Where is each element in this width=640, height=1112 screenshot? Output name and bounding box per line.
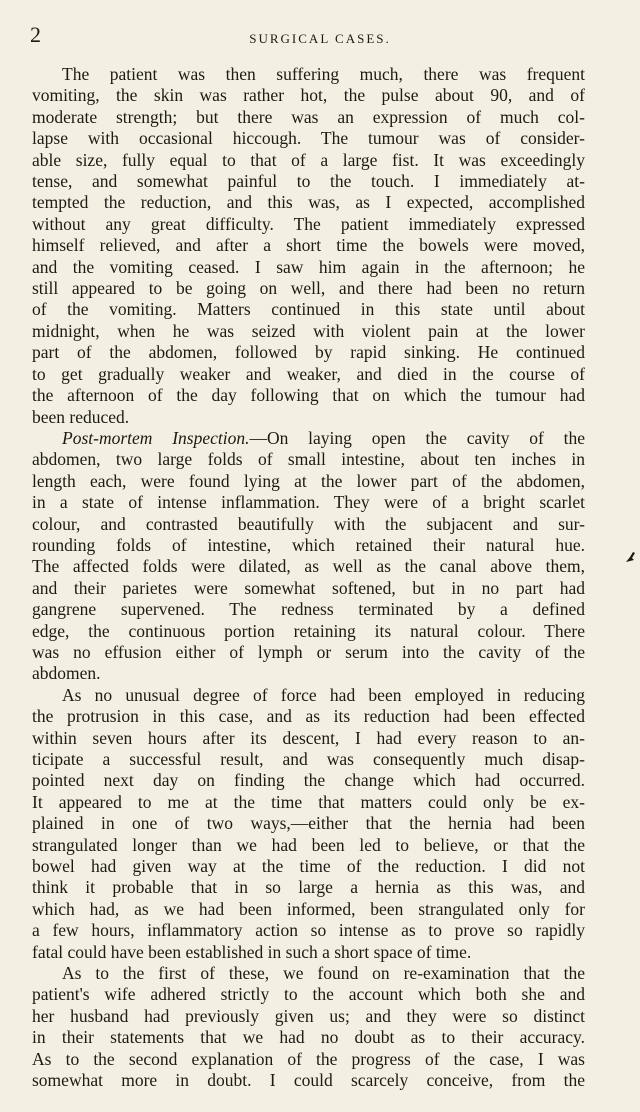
paragraph (32, 685, 585, 963)
text-line: pointed next day on finding the change which had occurred. (32, 770, 585, 791)
text-line: which had, as we had been informed, been strangulated only for (32, 898, 585, 919)
text-line: himself relieved, and after a short time the bowels were moved, (32, 235, 585, 256)
text-line: and the vomiting ceased. I saw him again in the afternoon; he (32, 256, 585, 277)
text-line: still appeared to be going on well, and there had been no return (32, 278, 585, 299)
text-line: part of the abdomen, followed by rapid sinking. He continued (32, 342, 585, 363)
text-line: without any great difficulty. The patient immediately expressed (32, 213, 585, 234)
text-line: bowel had given way at the time of the reduction. I did not (32, 856, 585, 877)
paragraph (32, 963, 585, 1091)
text-line: strangulated longer than we had been led to believe, or that the (32, 834, 585, 855)
text-line (32, 428, 585, 449)
text-line: length each, were found lying at the lower part of the abdomen, (32, 470, 585, 491)
text-line: and their parietes were somewhat softened, but in no part had (32, 577, 585, 598)
text-line: patient's wife adhered strictly to the account which both she and (32, 984, 585, 1005)
running-head: SURGICAL CASES. (249, 31, 391, 46)
text-line: think it probable that in so large a hernia as this was, and (32, 877, 585, 898)
text-line: tempted the reduction, and this was, as I expected, accomplished (32, 192, 585, 213)
text-line: abdomen. (32, 663, 101, 684)
text-line: moderate strength; but there was an expression of much col- (32, 106, 585, 127)
text-line: fatal could have been established in such a short space of time. (32, 941, 472, 962)
text-line: edge, the continuous portion retaining its natural colour. There (32, 620, 585, 641)
text-line: her husband had previously given us; and they were so distinct (32, 1005, 585, 1026)
text-line: ticipate a successful result, and was consequently much disap- (32, 749, 585, 769)
text-line: tense, and somewhat painful to the touch. I immediately at- (32, 171, 585, 192)
text-run: —On laying open the cavity of the (249, 427, 585, 448)
text-line: plained in one of two ways,—either that the hernia had been (32, 813, 585, 834)
text-line: to get gradually weaker and weaker, and died in the course of (32, 363, 585, 384)
text-line: gangrene supervened. The redness terminated by a defined (32, 599, 585, 620)
text-line: The affected folds were dilated, as well as the canal above them, (32, 556, 585, 577)
text-line: was no effusion either of lymph or serum into the cavity of the (32, 641, 585, 662)
text-line: within seven hours after its descent, I had every reason to an- (32, 727, 585, 748)
text-line: abdomen, two large folds of small intestine, about ten inches in (32, 449, 585, 470)
text-line: in a state of intense inflammation. They were of a bright scarlet (32, 492, 585, 513)
text-line: As no unusual degree of force had been employed in reducing (62, 684, 585, 705)
text-line: the protrusion in this case, and as its reduction had been effected (32, 706, 585, 727)
text-line: somewhat more in doubt. I could scarcely conceive, from the (32, 1070, 585, 1091)
text-line: in their statements that we had no doubt as to their accuracy. (32, 1027, 585, 1048)
text-line: able size, fully equal to that of a large fist. It was exceedingly (32, 149, 585, 170)
body-text (32, 64, 585, 1092)
section-heading: Post-mortem Inspection. (62, 427, 250, 448)
text-line: been reduced. (32, 406, 130, 427)
text-line: lapse with occasional hiccough. The tumour was of consider- (32, 128, 585, 149)
ink-blot-mark (624, 550, 636, 564)
paragraph (32, 64, 585, 428)
text-line: As to the first of these, we found on re-examination that the (62, 963, 585, 984)
text-line: It appeared to me at the time that matters could only be ex- (32, 791, 585, 812)
text-line: As to the second explanation of the progress of the case, I was (32, 1048, 585, 1069)
text-line: colour, and contrasted beautifully with the subjacent and sur- (32, 513, 585, 534)
text-line: the afternoon of the day following that on which the tumour had (32, 385, 585, 406)
text-line: The patient was then suffering much, there was frequent (62, 64, 585, 84)
text-line: rounding folds of intestine, which retained their natural hue. (32, 534, 585, 555)
text-line: vomiting, the skin was rather hot, the pulse about 90, and of (32, 85, 585, 106)
text-line: midnight, when he was seized with violent pain at the lower (32, 320, 585, 341)
page-number: 2 (30, 22, 41, 47)
text-line: a few hours, inflammatory action so intense as to prove so rapidly (32, 920, 585, 941)
paragraph (32, 428, 585, 685)
text-line: of the vomiting. Matters continued in this state until about (32, 299, 585, 320)
